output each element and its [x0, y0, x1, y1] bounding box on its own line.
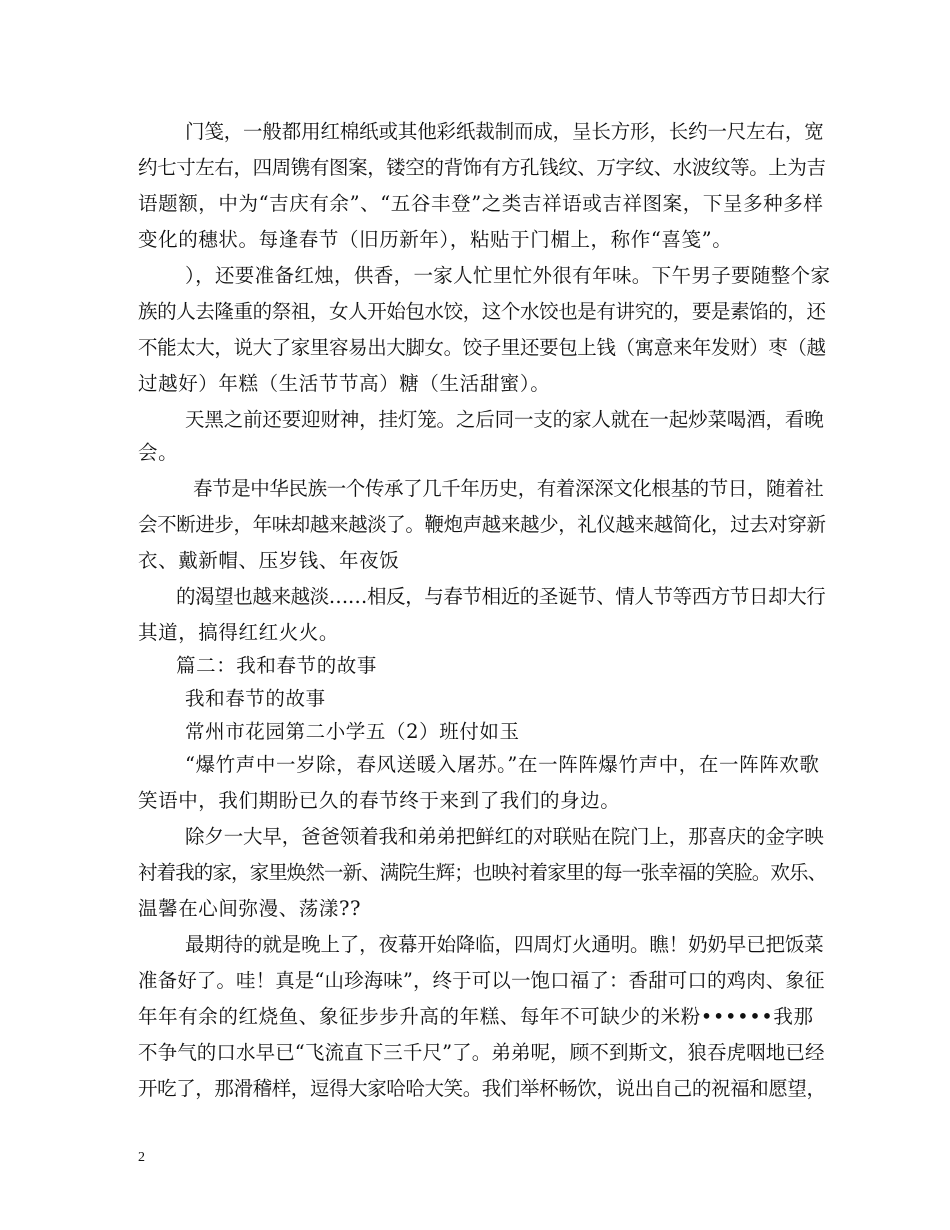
text-line: 其道，搞得红红火火。: [138, 621, 340, 644]
text-line: 语题额，中为“吉庆有余”、“五谷丰登”之类吉祥语或吉祥图案，下呈多种多样: [138, 192, 824, 215]
text-line: 开吃了，那滑稽样，逗得大家哈哈大笑。我们举杯畅饮，说出自己的祝福和愿望，: [138, 1077, 826, 1100]
text-line: 变化的穗状。每逢春节（旧历新年），粘贴于门楣上，称作“喜笺”。: [138, 228, 733, 251]
story-author: 常州市花园第二小学五（2）班付如玉: [185, 720, 520, 743]
text-line: ），还要准备红烛，供香，一家人忙里忙外很有年味。下午男子要随整个家: [185, 264, 831, 287]
text-line: 衣、戴新帽、压岁钱、年夜饭: [138, 549, 400, 572]
text-line: 不争气的口水早已“飞流直下三千尺”了。弟弟呢，顾不到斯文，狼吞虎咽地已经: [138, 1041, 825, 1064]
text-line: 天黑之前还要迎财神，挂灯笼。之后同一支的家人就在一起炒菜喝酒，看晚: [185, 408, 824, 431]
text-line: 最期待的就是晚上了，夜幕开始降临，四周灯火通明。瞧！奶奶早已把饭菜: [185, 933, 824, 956]
text-line: 准备好了。哇！真是“山珍海味”，终于可以一饱口福了：香甜可口的鸡肉、象征: [138, 969, 825, 992]
text-line: 过越好）年糕（生活节节高）糖（生活甜蜜）。: [138, 372, 551, 395]
section-heading: 篇二：我和春节的故事: [176, 654, 378, 677]
text-line: 会不断进步，年味却越来越淡了。鞭炮声越来越少，礼仪越来越简化，过去对穿新: [138, 513, 826, 536]
text-line: 会。: [138, 441, 179, 464]
text-line: 春节是中华民族一个传承了几千年历史，有着深深文化根基的节日，随着社: [193, 477, 824, 500]
story-title: 我和春节的故事: [185, 687, 326, 710]
text-line: 笑语中，我们期盼已久的春节终于来到了我们的身边。: [138, 789, 621, 812]
text-line: 衬着我的家，家里焕然一新、满院生辉；也映衬着家里的每一张幸福的笑脸。欢乐、: [138, 861, 827, 884]
text-line: 年年有余的红烧鱼、象征步步升高的年糕、每年不可缺少的米粉••••••我那: [138, 1005, 814, 1028]
text-line: 不能太大，说大了家里容易出大脚女。饺子里还要包上钱（寓意来年发财）枣（越: [138, 336, 826, 359]
text-line: “爆竹声中一岁除，春风送暖入屠苏。”在一阵阵爆竹声中，在一阵阵欢歌: [185, 753, 820, 776]
text-line: 除夕一大早，爸爸领着我和弟弟把鲜红的对联贴在院门上，那喜庆的金字映: [185, 825, 824, 848]
text-line: 约七寸左右，四周镌有图案，镂空的背饰有方孔钱纹、万字纹、水波纹等。上为吉: [138, 156, 826, 179]
text-line: 温馨在心间弥漫、荡漾??: [138, 897, 362, 920]
text-line: 族的人去隆重的祭祖，女人开始包水饺，这个水饺也是有讲究的，要是素馅的，还: [138, 300, 826, 323]
text-line: 门笺，一般都用红棉纸或其他彩纸裁制而成，呈长方形，长约一尺左右，宽: [185, 120, 824, 143]
text-line: 的渴望也越来越淡……相反，与春节相近的圣诞节、情人节等西方节日却大行: [176, 585, 826, 608]
page-number: 2: [138, 1150, 145, 1165]
